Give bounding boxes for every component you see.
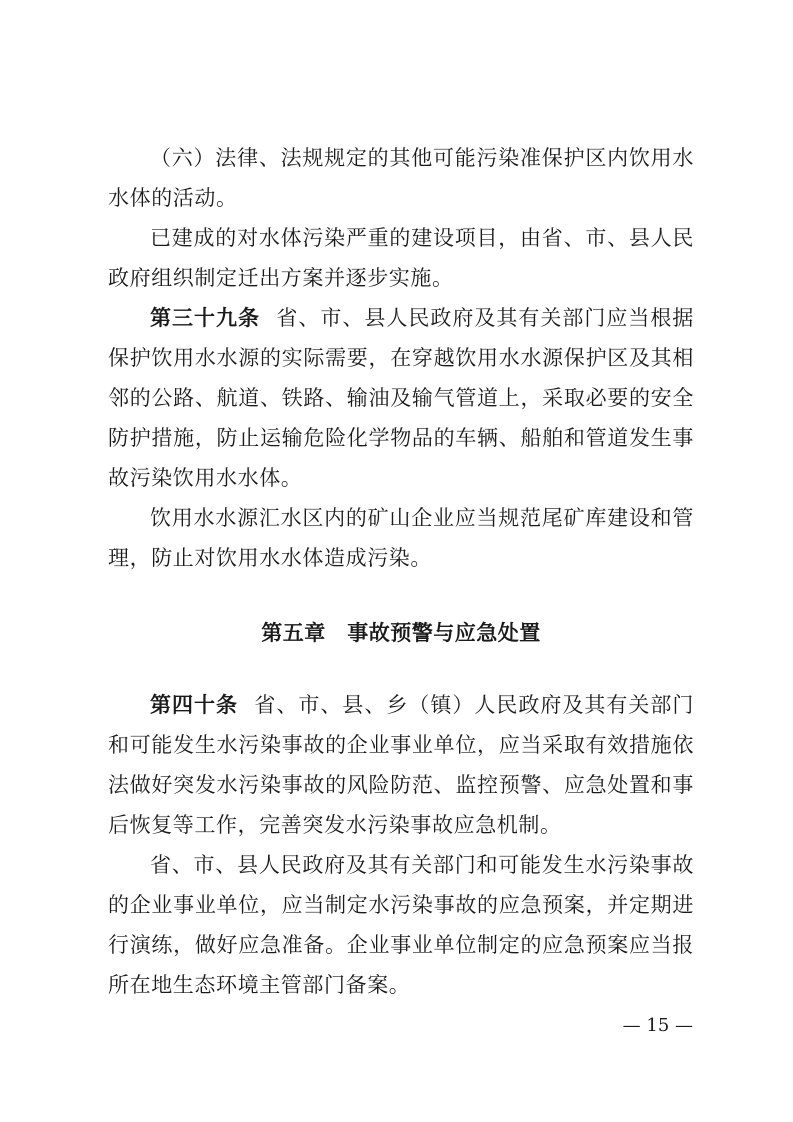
article-40 xyxy=(108,685,694,845)
document-page xyxy=(108,138,694,1005)
article-39-text: 省、市、县人民政府及其有关部门应当根据保护饮用水水源的实际需要，在穿越饮用水水源保护区及其相邻的公路、航道、铁路、输油及输气管道上，采取必要的安全防护措施，防止运输危险化学物品的车辆、船舶和管道发生事故污染饮用水水体。 xyxy=(108,306,694,490)
article-40-label: 第四十条 xyxy=(150,693,238,717)
page-number: — 15 — xyxy=(622,1015,693,1036)
paragraph-relocation: 已建成的对水体污染严重的建设项目，由省、市、县人民政府组织制定迁出方案并逐步实施。 xyxy=(108,226,694,290)
paragraph-item-six: （六）法律、法规规定的其他可能污染准保护区内饮用水水体的活动。 xyxy=(108,146,694,210)
article-39 xyxy=(108,298,694,498)
chapter-heading: 第五章 事故预警与应急处置 xyxy=(261,621,541,645)
article-39-label: 第三十九条 xyxy=(150,306,260,330)
paragraph-emergency-plan: 省、市、县人民政府及其有关部门和可能发生水污染事故的企业事业单位，应当制定水污染事故的应急预案，并定期进行演练，做好应急准备。企业事业单位制定的应急预案应当报所在地生态环境主管部门备案。 xyxy=(108,853,694,997)
paragraph-mining: 饮用水水源汇水区内的矿山企业应当规范尾矿库建设和管理，防止对饮用水水体造成污染。 xyxy=(108,506,694,570)
article-40-text: 省、市、县、乡（镇）人民政府及其有关部门和可能发生水污染事故的企业事业单位，应当采取有效措施依法做好突发水污染事故的风险防范、监控预警、应急处置和事后恢复等工作，完善突发水污染事故应急机制。 xyxy=(108,693,694,837)
